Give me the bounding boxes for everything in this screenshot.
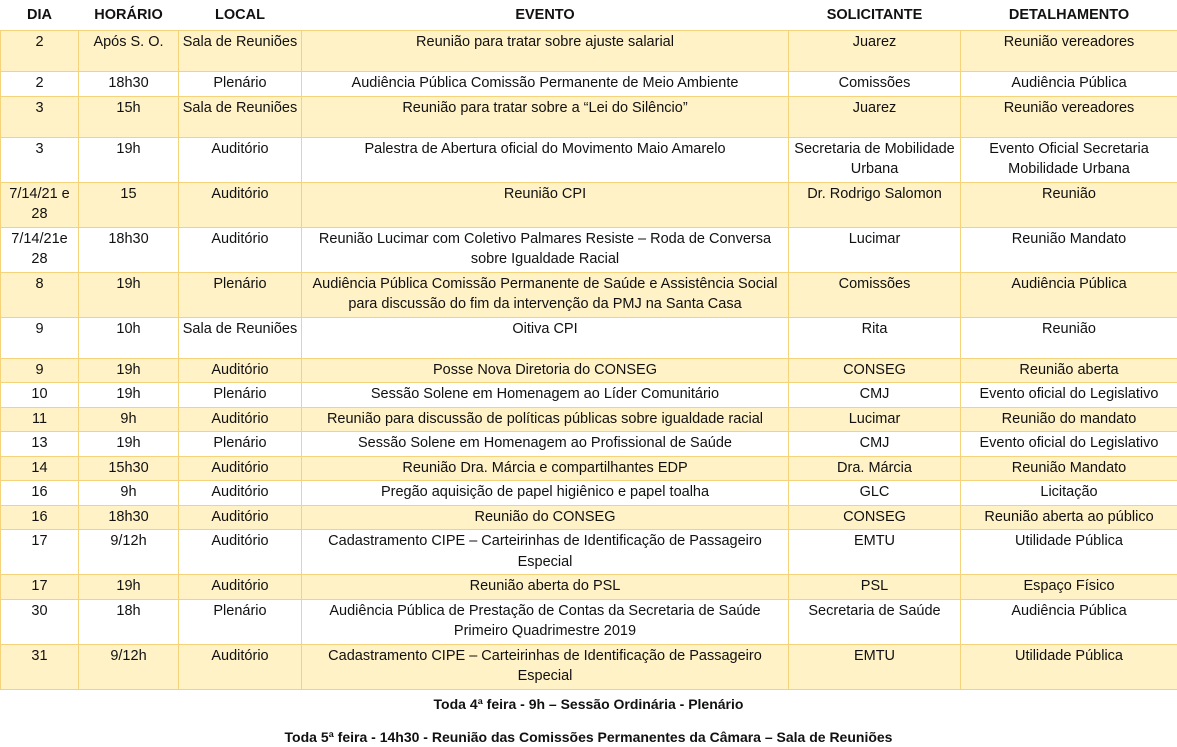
- cell-solicitante: CMJ: [789, 432, 961, 457]
- cell-detalhamento: Espaço Físico: [961, 575, 1177, 600]
- cell-detalhamento: Evento Oficial Secretaria Mobilidade Urbana: [961, 137, 1177, 182]
- cell-solicitante: Comissões: [789, 272, 961, 317]
- table-row: [1, 644, 1177, 689]
- cell-detalhamento: Evento oficial do Legislativo: [961, 383, 1177, 408]
- cell-horario: 18h30: [79, 72, 179, 97]
- table-row: [1, 358, 1177, 383]
- table-row: [1, 227, 1177, 272]
- cell-detalhamento: Reunião vereadores: [961, 31, 1177, 72]
- cell-horario: 18h30: [79, 505, 179, 530]
- cell-horario: 18h30: [79, 227, 179, 272]
- cell-local: Auditório: [179, 575, 302, 600]
- cell-local: Auditório: [179, 530, 302, 575]
- cell-evento: Reunião Dra. Márcia e compartilhantes EDP: [302, 456, 789, 481]
- cell-dia: 7/14/21e 28: [1, 227, 79, 272]
- cell-detalhamento: Reunião Mandato: [961, 227, 1177, 272]
- cell-local: Auditório: [179, 182, 302, 227]
- cell-local: Auditório: [179, 456, 302, 481]
- cell-solicitante: Juarez: [789, 31, 961, 72]
- cell-dia: 3: [1, 96, 79, 137]
- cell-horario: Após S. O.: [79, 31, 179, 72]
- column-header-local: LOCAL: [179, 0, 302, 31]
- cell-solicitante: Lucimar: [789, 407, 961, 432]
- cell-horario: 19h: [79, 432, 179, 457]
- cell-dia: 10: [1, 383, 79, 408]
- cell-evento: Audiência Pública de Prestação de Contas da Secretaria de Saúde Primeiro Quadrimestre 2019: [302, 599, 789, 644]
- cell-solicitante: Secretaria de Saúde: [789, 599, 961, 644]
- cell-horario: 19h: [79, 383, 179, 408]
- cell-detalhamento: Reunião vereadores: [961, 96, 1177, 137]
- cell-dia: 9: [1, 317, 79, 358]
- cell-evento: Sessão Solene em Homenagem ao Profissional de Saúde: [302, 432, 789, 457]
- table-row: [1, 432, 1177, 457]
- cell-detalhamento: Audiência Pública: [961, 72, 1177, 97]
- cell-horario: 15h: [79, 96, 179, 137]
- cell-horario: 19h: [79, 575, 179, 600]
- cell-dia: 17: [1, 530, 79, 575]
- cell-detalhamento: Reunião do mandato: [961, 407, 1177, 432]
- footer-note-wednesday: Toda 4ª feira - 9h – Sessão Ordinária - Plenário: [0, 694, 1177, 714]
- cell-detalhamento: Evento oficial do Legislativo: [961, 432, 1177, 457]
- cell-local: Auditório: [179, 505, 302, 530]
- cell-solicitante: CMJ: [789, 383, 961, 408]
- table-row: [1, 272, 1177, 317]
- cell-local: Auditório: [179, 227, 302, 272]
- cell-evento: Audiência Pública Comissão Permanente de Saúde e Assistência Social para discussão do fim da intervenção da PMJ na Santa Casa: [302, 272, 789, 317]
- cell-evento: Sessão Solene em Homenagem ao Líder Comunitário: [302, 383, 789, 408]
- cell-evento: Reunião para discussão de políticas públicas sobre igualdade racial: [302, 407, 789, 432]
- column-header-detalhamento: DETALHAMENTO: [961, 0, 1177, 31]
- cell-solicitante: EMTU: [789, 644, 961, 689]
- cell-evento: Oitiva CPI: [302, 317, 789, 358]
- cell-local: Auditório: [179, 481, 302, 506]
- cell-horario: 15: [79, 182, 179, 227]
- cell-local: Sala de Reuniões: [179, 317, 302, 358]
- cell-evento: Audiência Pública Comissão Permanente de Meio Ambiente: [302, 72, 789, 97]
- cell-solicitante: Secretaria de Mobilidade Urbana: [789, 137, 961, 182]
- cell-horario: 9h: [79, 481, 179, 506]
- cell-solicitante: Lucimar: [789, 227, 961, 272]
- cell-local: Auditório: [179, 137, 302, 182]
- cell-evento: Reunião CPI: [302, 182, 789, 227]
- cell-local: Plenário: [179, 72, 302, 97]
- cell-local: Plenário: [179, 272, 302, 317]
- cell-local: Sala de Reuniões: [179, 96, 302, 137]
- cell-detalhamento: Audiência Pública: [961, 599, 1177, 644]
- cell-evento: Reunião Lucimar com Coletivo Palmares Resiste – Roda de Conversa sobre Igualdade Racial: [302, 227, 789, 272]
- cell-evento: Reunião para tratar sobre a “Lei do Silêncio”: [302, 96, 789, 137]
- cell-detalhamento: Utilidade Pública: [961, 530, 1177, 575]
- cell-solicitante: Juarez: [789, 96, 961, 137]
- cell-local: Plenário: [179, 432, 302, 457]
- table-row: [1, 72, 1177, 97]
- cell-solicitante: CONSEG: [789, 505, 961, 530]
- table-row: [1, 407, 1177, 432]
- table-row: [1, 317, 1177, 358]
- cell-dia: 30: [1, 599, 79, 644]
- cell-evento: Cadastramento CIPE – Carteirinhas de Identificação de Passageiro Especial: [302, 530, 789, 575]
- cell-detalhamento: Reunião aberta ao público: [961, 505, 1177, 530]
- cell-horario: 10h: [79, 317, 179, 358]
- cell-detalhamento: Utilidade Pública: [961, 644, 1177, 689]
- cell-detalhamento: Licitação: [961, 481, 1177, 506]
- cell-local: Sala de Reuniões: [179, 31, 302, 72]
- cell-detalhamento: Reunião Mandato: [961, 456, 1177, 481]
- cell-evento: Reunião aberta do PSL: [302, 575, 789, 600]
- table-row: [1, 599, 1177, 644]
- cell-evento: Posse Nova Diretoria do CONSEG: [302, 358, 789, 383]
- cell-detalhamento: Reunião: [961, 317, 1177, 358]
- cell-dia: 16: [1, 481, 79, 506]
- table-row: [1, 182, 1177, 227]
- cell-local: Auditório: [179, 358, 302, 383]
- table-row: [1, 137, 1177, 182]
- cell-evento: Palestra de Abertura oficial do Movimento Maio Amarelo: [302, 137, 789, 182]
- cell-solicitante: GLC: [789, 481, 961, 506]
- cell-local: Auditório: [179, 644, 302, 689]
- cell-horario: 19h: [79, 358, 179, 383]
- cell-evento: Pregão aquisição de papel higiênico e papel toalha: [302, 481, 789, 506]
- cell-horario: 9/12h: [79, 530, 179, 575]
- column-header-dia: DIA: [1, 0, 79, 31]
- table-row: [1, 96, 1177, 137]
- cell-dia: 14: [1, 456, 79, 481]
- cell-horario: 19h: [79, 137, 179, 182]
- cell-dia: 9: [1, 358, 79, 383]
- cell-dia: 7/14/21 e 28: [1, 182, 79, 227]
- cell-solicitante: PSL: [789, 575, 961, 600]
- cell-dia: 2: [1, 72, 79, 97]
- cell-local: Plenário: [179, 599, 302, 644]
- table-header: [1, 0, 1177, 31]
- cell-horario: 19h: [79, 272, 179, 317]
- cell-dia: 8: [1, 272, 79, 317]
- table-row: [1, 31, 1177, 72]
- cell-dia: 16: [1, 505, 79, 530]
- cell-detalhamento: Reunião aberta: [961, 358, 1177, 383]
- table-row: [1, 481, 1177, 506]
- table-body: [1, 31, 1177, 690]
- cell-dia: 17: [1, 575, 79, 600]
- cell-evento: Reunião para tratar sobre ajuste salarial: [302, 31, 789, 72]
- column-header-horario: HORÁRIO: [79, 0, 179, 31]
- table-row: [1, 383, 1177, 408]
- table-row: [1, 505, 1177, 530]
- cell-local: Auditório: [179, 407, 302, 432]
- cell-horario: 9/12h: [79, 644, 179, 689]
- cell-solicitante: CONSEG: [789, 358, 961, 383]
- cell-horario: 15h30: [79, 456, 179, 481]
- cell-detalhamento: Audiência Pública: [961, 272, 1177, 317]
- cell-dia: 3: [1, 137, 79, 182]
- table-row: [1, 530, 1177, 575]
- cell-solicitante: Comissões: [789, 72, 961, 97]
- cell-dia: 31: [1, 644, 79, 689]
- cell-solicitante: Dr. Rodrigo Salomon: [789, 182, 961, 227]
- cell-dia: 2: [1, 31, 79, 72]
- cell-solicitante: Dra. Márcia: [789, 456, 961, 481]
- cell-solicitante: Rita: [789, 317, 961, 358]
- cell-horario: 9h: [79, 407, 179, 432]
- cell-horario: 18h: [79, 599, 179, 644]
- footer-note-thursday: Toda 5ª feira - 14h30 - Reunião das Comissões Permanentes da Câmara – Sala de Reuniões: [0, 727, 1177, 747]
- table-row: [1, 456, 1177, 481]
- table-row: [1, 575, 1177, 600]
- cell-dia: 13: [1, 432, 79, 457]
- cell-evento: Cadastramento CIPE – Carteirinhas de Identificação de Passageiro Especial: [302, 644, 789, 689]
- cell-local: Plenário: [179, 383, 302, 408]
- column-header-solicitante: SOLICITANTE: [789, 0, 961, 31]
- cell-detalhamento: Reunião: [961, 182, 1177, 227]
- cell-dia: 11: [1, 407, 79, 432]
- cell-solicitante: EMTU: [789, 530, 961, 575]
- column-header-evento: EVENTO: [302, 0, 789, 31]
- cell-evento: Reunião do CONSEG: [302, 505, 789, 530]
